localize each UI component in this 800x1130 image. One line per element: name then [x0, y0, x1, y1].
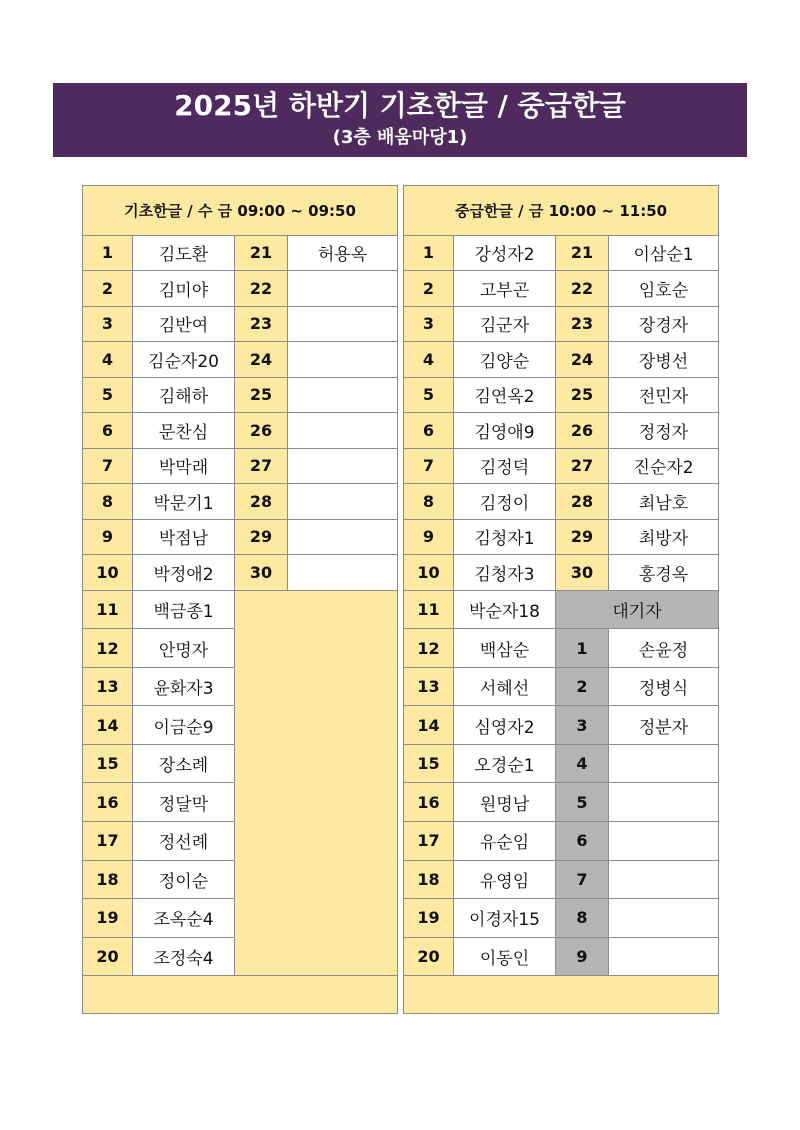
- waitlist-name: 정병식: [609, 667, 719, 706]
- student-number: 21: [235, 235, 288, 271]
- blank-area: [235, 590, 398, 975]
- student-number: 28: [556, 484, 609, 520]
- table-row: [83, 519, 398, 555]
- class-schedule-header: 기초한글 / 수 금 09:00 ~ 09:50: [83, 186, 398, 236]
- student-name: 고부곤: [454, 271, 556, 307]
- student-number: 1: [83, 235, 133, 271]
- header-row: [83, 186, 398, 236]
- student-number: 17: [404, 822, 454, 861]
- student-name: 홍경옥: [609, 555, 719, 591]
- table-footer: [404, 976, 719, 1014]
- student-number: 24: [556, 342, 609, 378]
- student-number: 28: [235, 484, 288, 520]
- student-name: 이금순9: [133, 706, 235, 745]
- student-number: 3: [404, 306, 454, 342]
- table-row: [83, 590, 398, 629]
- student-number: 11: [404, 590, 454, 629]
- student-name: 정이순: [133, 860, 235, 899]
- student-number: 4: [404, 342, 454, 378]
- student-number: 21: [556, 235, 609, 271]
- footer-row: [404, 976, 719, 1014]
- student-name: 김영애9: [454, 413, 556, 449]
- waitlist-number: 4: [556, 744, 609, 783]
- student-number: 12: [83, 629, 133, 668]
- table-row: [404, 783, 719, 822]
- student-name: [288, 484, 398, 520]
- page-subtitle: (3층 배움마당1): [332, 127, 468, 148]
- student-number: 6: [83, 413, 133, 449]
- table-row: [404, 271, 719, 307]
- table-row: [83, 484, 398, 520]
- student-number: 18: [404, 860, 454, 899]
- intermediate-class-table: [403, 185, 719, 1014]
- student-name: [288, 448, 398, 484]
- student-name: 이동인: [454, 937, 556, 976]
- student-number: 2: [404, 271, 454, 307]
- waitlist-name: [609, 860, 719, 899]
- student-number: 7: [404, 448, 454, 484]
- student-number: 2: [83, 271, 133, 307]
- student-name: 조옥순4: [133, 899, 235, 938]
- student-name: 김정덕: [454, 448, 556, 484]
- student-name: 김양순: [454, 342, 556, 378]
- table-row: [404, 448, 719, 484]
- waitlist-number: 6: [556, 822, 609, 861]
- student-name: 정선례: [133, 822, 235, 861]
- class-schedule-header: 중급한글 / 금 10:00 ~ 11:50: [404, 186, 719, 236]
- table-row: [404, 555, 719, 591]
- student-number: 18: [83, 860, 133, 899]
- student-number: 1: [404, 235, 454, 271]
- student-number: 8: [404, 484, 454, 520]
- student-number: 20: [83, 937, 133, 976]
- student-number: 5: [83, 377, 133, 413]
- student-name: 김연옥2: [454, 377, 556, 413]
- student-name: 장소례: [133, 744, 235, 783]
- table-row: [404, 484, 719, 520]
- student-name: 박문기1: [133, 484, 235, 520]
- student-number: 5: [404, 377, 454, 413]
- student-name: 박점남: [133, 519, 235, 555]
- student-number: 11: [83, 590, 133, 629]
- student-name: 박정애2: [133, 555, 235, 591]
- student-name: 원명남: [454, 783, 556, 822]
- student-name: 김해하: [133, 377, 235, 413]
- basic-class-table: [82, 185, 398, 1014]
- student-name: 김반여: [133, 306, 235, 342]
- page-header: [53, 83, 747, 157]
- waitlist-number: 2: [556, 667, 609, 706]
- student-name: [288, 413, 398, 449]
- waitlist-number: 9: [556, 937, 609, 976]
- student-name: 이경자15: [454, 899, 556, 938]
- student-name: 최남호: [609, 484, 719, 520]
- table-row: [83, 235, 398, 271]
- waitlist-number: 1: [556, 629, 609, 668]
- table-row: [404, 899, 719, 938]
- page-title: 2025년 하반기 기초한글 / 중급한글: [174, 89, 626, 122]
- student-name: [288, 519, 398, 555]
- student-number: 25: [235, 377, 288, 413]
- student-name: [288, 555, 398, 591]
- table-row: [404, 706, 719, 745]
- student-name: 정정자: [609, 413, 719, 449]
- table-row: [404, 519, 719, 555]
- student-name: 강성자2: [454, 235, 556, 271]
- student-name: 김청자1: [454, 519, 556, 555]
- student-number: 13: [83, 667, 133, 706]
- student-number: 20: [404, 937, 454, 976]
- student-name: 이삼순1: [609, 235, 719, 271]
- student-name: 서혜선: [454, 667, 556, 706]
- table-row: [404, 342, 719, 378]
- student-number: 25: [556, 377, 609, 413]
- student-name: 김정이: [454, 484, 556, 520]
- waitlist-name: [609, 899, 719, 938]
- student-number: 16: [404, 783, 454, 822]
- student-number: 27: [556, 448, 609, 484]
- student-number: 26: [556, 413, 609, 449]
- table-row: [404, 822, 719, 861]
- student-number: 15: [83, 744, 133, 783]
- student-number: 17: [83, 822, 133, 861]
- table-row: [404, 306, 719, 342]
- student-name: 임호순: [609, 271, 719, 307]
- waitlist-title: 대기자: [556, 590, 719, 629]
- student-number: 9: [83, 519, 133, 555]
- table-row: [404, 413, 719, 449]
- student-number: 8: [83, 484, 133, 520]
- table-footer: [83, 976, 398, 1014]
- waitlist-number: 3: [556, 706, 609, 745]
- student-number: 15: [404, 744, 454, 783]
- waitlist-number: 5: [556, 783, 609, 822]
- student-name: 최방자: [609, 519, 719, 555]
- table-row: [404, 235, 719, 271]
- waitlist-number: 8: [556, 899, 609, 938]
- table-row: [404, 590, 719, 629]
- student-number: 9: [404, 519, 454, 555]
- student-number: 3: [83, 306, 133, 342]
- student-name: 장경자: [609, 306, 719, 342]
- table-row: [83, 377, 398, 413]
- header-row: [404, 186, 719, 236]
- waitlist-name: [609, 822, 719, 861]
- student-name: 허용옥: [288, 235, 398, 271]
- student-number: 30: [556, 555, 609, 591]
- student-name: 오경순1: [454, 744, 556, 783]
- student-number: 10: [83, 555, 133, 591]
- table-row: [83, 271, 398, 307]
- table-row: [83, 413, 398, 449]
- student-number: 6: [404, 413, 454, 449]
- student-number: 30: [235, 555, 288, 591]
- student-number: 13: [404, 667, 454, 706]
- student-name: 안명자: [133, 629, 235, 668]
- table-row: [83, 306, 398, 342]
- student-number: 7: [83, 448, 133, 484]
- waitlist-name: 정분자: [609, 706, 719, 745]
- student-name: 백금종1: [133, 590, 235, 629]
- student-number: 10: [404, 555, 454, 591]
- student-number: 26: [235, 413, 288, 449]
- student-name: 심영자2: [454, 706, 556, 745]
- student-number: 4: [83, 342, 133, 378]
- table-row: [83, 342, 398, 378]
- student-number: 22: [556, 271, 609, 307]
- student-name: 김도환: [133, 235, 235, 271]
- student-number: 23: [556, 306, 609, 342]
- waitlist-name: 손윤정: [609, 629, 719, 668]
- student-name: 정달막: [133, 783, 235, 822]
- student-name: [288, 271, 398, 307]
- student-number: 19: [83, 899, 133, 938]
- student-name: [288, 342, 398, 378]
- student-number: 14: [404, 706, 454, 745]
- footer-row: [83, 976, 398, 1014]
- student-name: 김군자: [454, 306, 556, 342]
- student-name: 김미야: [133, 271, 235, 307]
- table-row: [404, 937, 719, 976]
- student-name: [288, 377, 398, 413]
- table-row: [404, 744, 719, 783]
- student-name: [288, 306, 398, 342]
- table-row: [83, 555, 398, 591]
- student-name: 김순자20: [133, 342, 235, 378]
- waitlist-name: [609, 783, 719, 822]
- student-number: 29: [556, 519, 609, 555]
- student-name: 박막래: [133, 448, 235, 484]
- student-number: 27: [235, 448, 288, 484]
- table-row: [404, 860, 719, 899]
- student-name: 문찬심: [133, 413, 235, 449]
- student-name: 김청자3: [454, 555, 556, 591]
- student-number: 29: [235, 519, 288, 555]
- student-number: 23: [235, 306, 288, 342]
- student-name: 윤화자3: [133, 667, 235, 706]
- student-name: 전민자: [609, 377, 719, 413]
- waitlist-name: [609, 744, 719, 783]
- student-name: 박순자18: [454, 590, 556, 629]
- student-number: 19: [404, 899, 454, 938]
- table-row: [404, 629, 719, 668]
- student-name: 백삼순: [454, 629, 556, 668]
- table-row: [83, 448, 398, 484]
- student-name: 유영임: [454, 860, 556, 899]
- table-row: [404, 667, 719, 706]
- student-name: 진순자2: [609, 448, 719, 484]
- student-number: 14: [83, 706, 133, 745]
- student-number: 22: [235, 271, 288, 307]
- student-number: 12: [404, 629, 454, 668]
- student-number: 24: [235, 342, 288, 378]
- student-number: 16: [83, 783, 133, 822]
- waitlist-name: [609, 937, 719, 976]
- waitlist-number: 7: [556, 860, 609, 899]
- student-name: 장병선: [609, 342, 719, 378]
- student-name: 조정숙4: [133, 937, 235, 976]
- student-name: 유순임: [454, 822, 556, 861]
- table-row: [404, 377, 719, 413]
